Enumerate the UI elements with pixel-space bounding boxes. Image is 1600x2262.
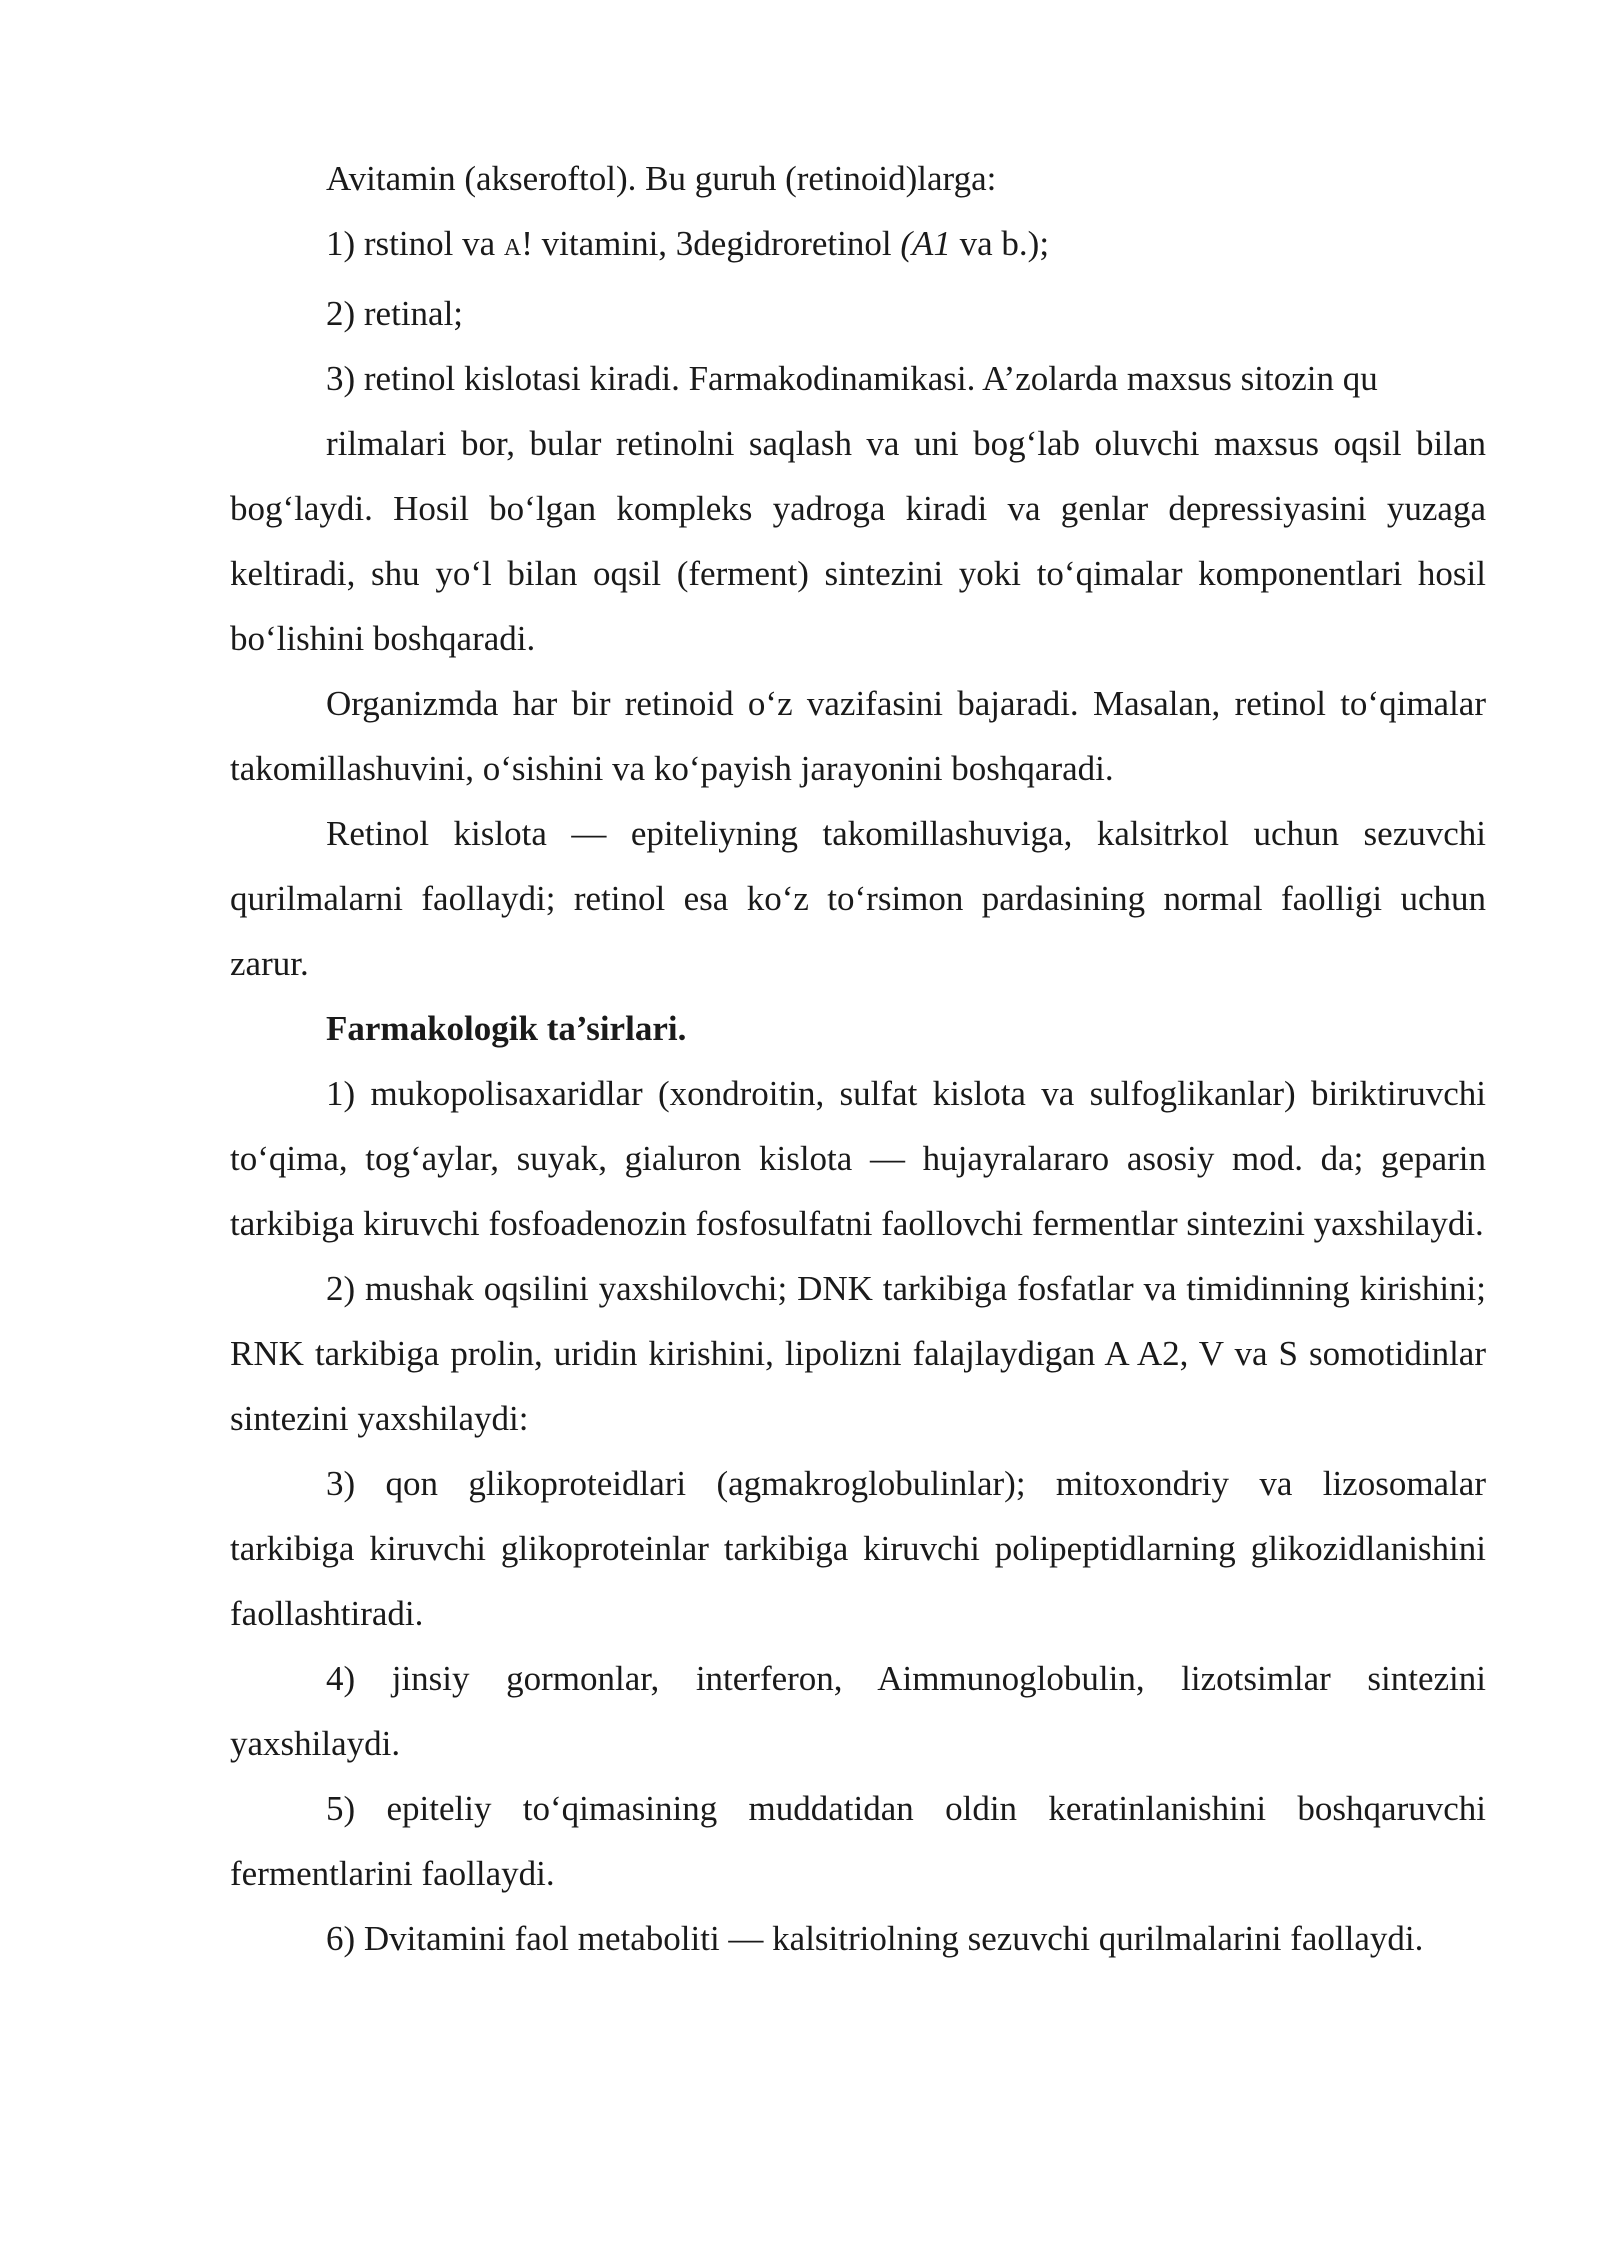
effect-item-1: 1) mukopolisaxaridlar (xondroitin, sulfat kislota va sulfoglikanlar) biriktiruvchi to‘qima, tog‘aylar, suyak, gialuron kislota — hujayralararo asosiy mod. da; geparin tarkibiga kiruvchi fosfoadenozin fosfosulfatni faollovchi fermentlar sintezini yaxshilaydi. <box>230 1074 1486 1243</box>
intro-line: Avitamin (akseroftol). Bu guruh (retinoid)larga: <box>326 159 997 198</box>
list-item-retinoic-acid: 3) retinol kislotasi kiradi. Farmakodinamikasi. A’zolarda maxsus sitozin qu <box>326 359 1378 398</box>
effect-item-2: 2) mushak oqsilini yaxshilovchi; DNK tarkibiga fosfatlar va timidinning kirishini; RNK tarkibiga prolin, uridin kirishini, lipolizni falajlaydigan A A2, V va S somotidinlar sintezini yaxshilaydi: <box>230 1269 1486 1438</box>
paragraph-receptors: rilmalari bor, bular retinolni saqlash va uni bog‘lab oluvchi maxsus oqsil bilan bog‘laydi. Hosil bo‘lgan kompleks yadroga kiradi va genlar depressiyasini yuzaga keltiradi, shu yo‘l bilan oqsil (ferment) sintezini yoki to‘qimalar komponentlari hosil bo‘lishini boshqaradi. <box>230 424 1486 658</box>
section-heading: Farmakologik ta’sirlari. <box>326 1009 687 1048</box>
italic-a1: (A1 <box>900 224 951 263</box>
list-item-retinol-start: 1) rstinol va <box>326 224 504 263</box>
list-item-retinol <box>230 211 1486 281</box>
effect-item-4: 4) jinsiy gormonlar, interferon, Aimmunoglobulin, lizotsimlar sintezini yaxshilaydi. <box>230 1659 1486 1763</box>
effect-item-3: 3) qon glikoproteidlari (agmakroglobulinlar); mitoxondriy va lizosomalar tarkibiga kiruvchi glikoproteinlar tarkibiga kiruvchi polipeptidlarning glikozidlanishini faollashtiradi. <box>230 1464 1486 1633</box>
small-capital-a: A <box>503 235 522 261</box>
list-item-retinol-end: va b.); <box>950 224 1050 263</box>
paragraph-retinoids: Organizmda har bir retinoid o‘z vazifasini bajaradi. Masalan, retinol to‘qimalar takomillashuvini, o‘sishini va ko‘payish jarayonini boshqaradi. <box>230 684 1486 788</box>
list-item-retinol-mid: ! vitamini, 3degidroretinol <box>521 224 901 263</box>
document-page <box>230 146 1486 1971</box>
list-item-retinal: 2) retinal; <box>326 294 464 333</box>
paragraph-retinoic-acid: Retinol kislota — epiteliyning takomillashuviga, kalsitrkol uchun sezuvchi qurilmalarni faollaydi; retinol esa ko‘z to‘rsimon pardasining normal faolligi uchun zarur. <box>230 814 1486 983</box>
effect-item-5: 5) epiteliy to‘qimasining muddatidan oldin keratinlanishini boshqaruvchi fermentlarini faollaydi. <box>230 1789 1486 1893</box>
effect-item-6: 6) Dvitamini faol metaboliti — kalsitriolning sezuvchi qurilmalarini faollaydi. <box>326 1919 1424 1958</box>
